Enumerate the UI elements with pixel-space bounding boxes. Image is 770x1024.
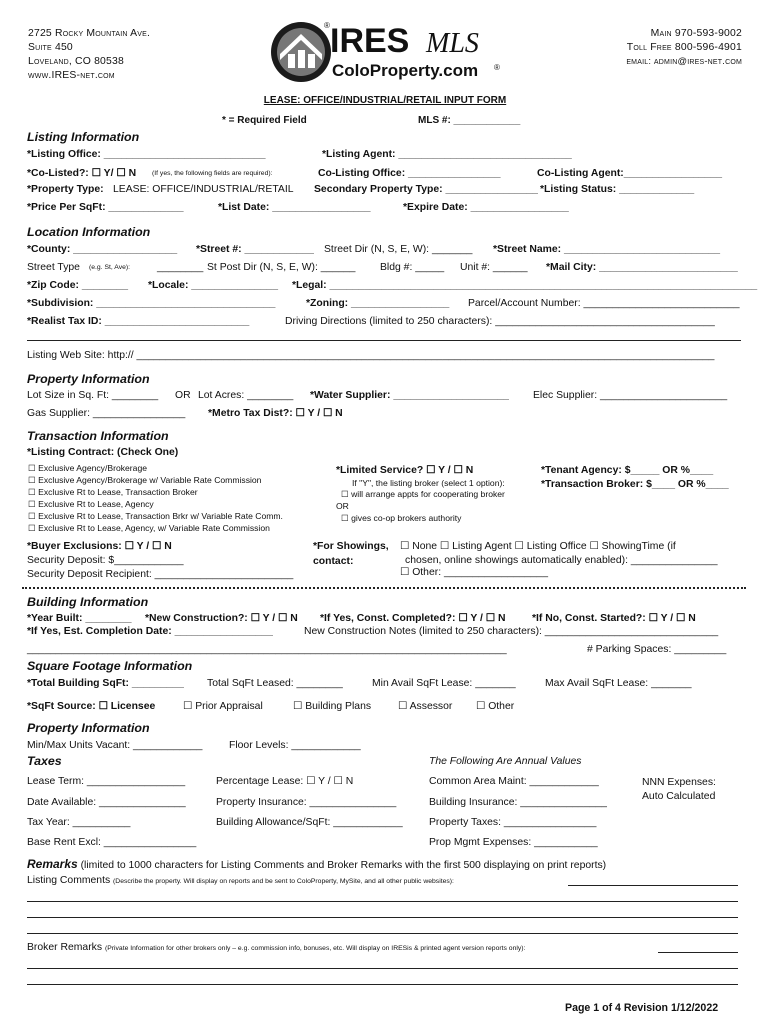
- contract-option-2[interactable]: ☐ Exclusive Agency/Brokerage w/ Variable Rate Commission: [28, 475, 262, 485]
- street-type-hint: (e.g. St, Ave):: [89, 264, 131, 271]
- showings-online-note[interactable]: chosen, online showings automatically enabled): _______________: [405, 555, 718, 566]
- section-title-remarks: Remarks: [27, 857, 78, 871]
- contract-option-6[interactable]: ☐ Exclusive Rt to Lease, Agency, w/ Variable Rate Commission: [28, 523, 270, 533]
- listing-comments-note: (Describe the property. Will display on reports and be sent to ColoProperty, MySite, and all other public websites):: [113, 878, 454, 885]
- st-post-dir-field[interactable]: St Post Dir (N, S, E, W): ______: [207, 262, 356, 273]
- est-completion-date-field[interactable]: *If Yes, Est. Completion Date: _________________: [27, 626, 273, 637]
- nnn-auto-calculated: Auto Calculated: [642, 791, 716, 802]
- legal-field[interactable]: *Legal: __________________________________________________________________________: [292, 280, 758, 291]
- realist-tax-id-field[interactable]: *Realist Tax ID: _________________________: [27, 316, 250, 327]
- limited-service-note: If "Y", the listing broker (select 1 option):: [352, 478, 505, 488]
- limited-service-authority-option[interactable]: ☐ gives co-op brokers authority: [341, 513, 462, 523]
- percentage-lease-checkbox[interactable]: Percentage Lease: ☐ Y / ☐ N: [216, 776, 354, 787]
- address-city: Loveland, CO 80538: [28, 56, 124, 67]
- remarks-header: [27, 858, 606, 872]
- deposit-recipient-field[interactable]: Security Deposit Recipient: ________________________: [27, 569, 294, 580]
- section-title-property-2: Property Information: [27, 721, 150, 735]
- lease-term-field[interactable]: Lease Term: _________________: [27, 776, 186, 787]
- driving-directions-field[interactable]: Driving Directions (limited to 250 characters): ______________________________________: [285, 316, 715, 327]
- subdivision-field[interactable]: *Subdivision: _______________________________: [27, 298, 276, 309]
- common-area-maint-field[interactable]: Common Area Maint: ____________: [429, 776, 599, 787]
- annual-values-note: The Following Are Annual Values: [429, 756, 582, 767]
- total-sqft-leased-field[interactable]: Total SqFt Leased: ________: [207, 678, 343, 689]
- broker-remarks-line-2[interactable]: [27, 984, 738, 985]
- street-number-field[interactable]: *Street #: ____________: [196, 244, 314, 255]
- listing-status-field[interactable]: *Listing Status: _____________: [540, 184, 695, 195]
- metro-tax-dist-checkbox[interactable]: *Metro Tax Dist?: ☐ Y / ☐ N: [208, 408, 343, 419]
- website: www.IRES-net.com: [28, 70, 115, 81]
- email: email: admin@ires-net.com: [626, 55, 742, 66]
- zoning-field[interactable]: *Zoning: _________________: [306, 298, 450, 309]
- svg-text:®: ®: [324, 21, 330, 30]
- listing-agent-field[interactable]: *Listing Agent: ______________________________: [322, 149, 572, 160]
- construction-notes-line[interactable]: ___________________________________________________________________________________: [27, 644, 507, 655]
- max-avail-sqft-field[interactable]: Max Avail SqFt Lease: _______: [545, 678, 692, 689]
- remarks-limit-note: (limited to 1000 characters for Listing Comments and Broker Remarks with the first 500 displaying on print reports): [80, 860, 607, 871]
- tax-year-field[interactable]: Tax Year: __________: [27, 817, 131, 828]
- parking-spaces-field[interactable]: # Parking Spaces: _________: [587, 644, 727, 655]
- contract-option-4[interactable]: ☐ Exclusive Rt to Lease, Agency: [28, 499, 154, 509]
- listing-comments-line-3[interactable]: [27, 933, 738, 934]
- lot-or-label: OR: [175, 390, 191, 401]
- contract-option-1[interactable]: ☐ Exclusive Agency/Brokerage: [28, 463, 148, 473]
- unit-number-field[interactable]: Unit #: ______: [460, 262, 528, 273]
- address-suite: Suite 450: [28, 42, 73, 53]
- required-note: * = Required Field: [222, 115, 307, 126]
- buyer-exclusions-checkbox[interactable]: *Buyer Exclusions: ☐ Y / ☐ N: [27, 541, 172, 552]
- section-divider: [22, 587, 746, 589]
- street-type-field[interactable]: ________: [157, 262, 204, 273]
- showings-label: *For Showings,: [313, 541, 389, 552]
- base-rent-excl-field[interactable]: Base Rent Excl: ________________: [27, 837, 197, 848]
- broker-remarks-note: (Private Information for other brokers only – e.g. commission info, bonuses, etc. Will display on IRESis & printed agent version reports only):: [104, 945, 526, 952]
- street-name-field[interactable]: *Street Name: ___________________________: [493, 244, 721, 255]
- secondary-property-type-field[interactable]: Secondary Property Type: ________________: [314, 184, 538, 195]
- showings-options[interactable]: ☐ None ☐ Listing Agent ☐ Listing Office ☐ ShowingTime (if: [400, 541, 676, 552]
- showings-contact-label: contact:: [313, 556, 354, 567]
- svg-text:®: ®: [494, 63, 500, 72]
- locale-field[interactable]: *Locale: _______________: [148, 280, 278, 291]
- property-type-value: LEASE: OFFICE/INDUSTRIAL/RETAIL: [113, 184, 294, 195]
- units-vacant-field[interactable]: Min/Max Units Vacant: ____________: [27, 740, 203, 751]
- phone-toll-free: Toll Free 800-596-4901: [626, 42, 742, 53]
- section-title-location: Location Information: [27, 225, 151, 239]
- price-per-sqft-field[interactable]: *Price Per SqFt: _____________: [27, 202, 184, 213]
- min-avail-sqft-field[interactable]: Min Avail SqFt Lease: _______: [372, 678, 516, 689]
- listing-comments-row: [27, 875, 454, 887]
- building-insurance-field[interactable]: Building Insurance: _______________: [429, 797, 607, 808]
- broker-remarks-row: [27, 942, 525, 954]
- sqft-source-other[interactable]: ☐ Other: [476, 701, 515, 712]
- limited-service-checkbox[interactable]: *Limited Service? ☐ Y / ☐ N: [336, 465, 474, 476]
- bldg-number-field[interactable]: Bldg #: _____: [380, 262, 445, 273]
- const-started-checkbox[interactable]: *If No, Const. Started?: ☐ Y / ☐ N: [532, 613, 696, 624]
- date-available-field[interactable]: Date Available: _______________: [27, 797, 186, 808]
- section-title-transaction: Transaction Information: [27, 429, 169, 443]
- year-built-field[interactable]: *Year Built: ________: [27, 613, 132, 624]
- limited-service-or: OR: [336, 501, 349, 511]
- driving-directions-line[interactable]: [27, 340, 741, 341]
- street-type-label: Street Type: [27, 262, 80, 273]
- page-footer: Page 1 of 4 Revision 1/12/2022: [565, 1002, 719, 1014]
- form-title: LEASE: OFFICE/INDUSTRIAL/RETAIL INPUT FORM: [263, 95, 507, 106]
- address-street: 2725 Rocky Mountain Ave.: [28, 28, 151, 39]
- logo-domain-text: ColoProperty.com: [332, 61, 479, 80]
- zip-code-field[interactable]: *Zip Code: ________: [27, 280, 129, 291]
- gas-supplier-field[interactable]: Gas Supplier: ________________: [27, 408, 186, 419]
- county-field[interactable]: *County: __________________: [27, 244, 178, 255]
- elec-supplier-field[interactable]: Elec Supplier: ______________________: [533, 390, 728, 401]
- section-title-building: Building Information: [27, 595, 149, 609]
- contract-option-3[interactable]: ☐ Exclusive Rt to Lease, Transaction Broker: [28, 487, 198, 497]
- section-title-square-footage: Square Footage Information: [27, 659, 193, 673]
- section-title-property: Property Information: [27, 372, 150, 386]
- listing-comments-label: Listing Comments: [27, 875, 111, 886]
- sqft-source-building-plans[interactable]: ☐ Building Plans: [293, 701, 372, 712]
- property-type-label: *Property Type:: [27, 184, 104, 195]
- listing-contract-label: *Listing Contract: (Check One): [27, 447, 179, 458]
- co-listed-note: (If yes, the following fields are required):: [152, 170, 273, 177]
- property-taxes-field[interactable]: Property Taxes: ________________: [429, 817, 597, 828]
- floor-levels-field[interactable]: Floor Levels: ____________: [229, 740, 361, 751]
- lot-acres-field[interactable]: Lot Acres: ________: [198, 390, 294, 401]
- water-supplier-field[interactable]: *Water Supplier: ____________________: [310, 390, 509, 401]
- expire-date-field[interactable]: *Expire Date: _________________: [403, 202, 569, 213]
- co-listing-office-field[interactable]: Co-Listing Office: ________________: [318, 168, 501, 179]
- contract-option-5[interactable]: ☐ Exclusive Rt to Lease, Transaction Brkr w/ Variable Rate Comm.: [28, 511, 283, 521]
- sqft-source-prior-appraisal[interactable]: ☐ Prior Appraisal: [183, 701, 263, 712]
- nnn-expenses-label: NNN Expenses:: [642, 777, 716, 788]
- listing-comments-line-0[interactable]: [568, 885, 738, 886]
- new-construction-checkbox[interactable]: *New Construction?: ☐ Y / ☐ N: [145, 613, 298, 624]
- tenant-agency-field[interactable]: *Tenant Agency: $_____ OR %____: [541, 465, 714, 476]
- security-deposit-field[interactable]: Security Deposit: $____________: [27, 555, 184, 566]
- listing-comments-line-2[interactable]: [27, 917, 738, 918]
- sqft-source-licensee[interactable]: *SqFt Source: ☐ Licensee: [27, 701, 156, 712]
- prop-mgmt-expenses-field[interactable]: Prop Mgmt Expenses: ___________: [429, 837, 598, 848]
- house-circle-icon: [268, 16, 512, 88]
- street-dir-field[interactable]: Street Dir (N, S, E, W): _______: [324, 244, 473, 255]
- total-building-sqft-field[interactable]: *Total Building SqFt: _________: [27, 678, 184, 689]
- section-title-listing: Listing Information: [27, 130, 140, 144]
- mls-number-field[interactable]: MLS #: ____________: [418, 115, 521, 126]
- co-listing-agent-field[interactable]: Co-Listing Agent:_________________: [537, 168, 723, 179]
- broker-remarks-line-0[interactable]: [658, 952, 738, 953]
- co-listed-checkbox[interactable]: *Co-Listed?: ☐ Y/ ☐ N: [27, 168, 137, 179]
- property-insurance-field[interactable]: Property Insurance: _______________: [216, 797, 397, 808]
- listing-comments-line-1[interactable]: [27, 901, 738, 902]
- lot-size-field[interactable]: Lot Size in Sq. Ft: ________: [27, 390, 159, 401]
- ires-logo: [268, 16, 512, 88]
- building-allowance-field[interactable]: Building Allowance/SqFt: ____________: [216, 817, 403, 828]
- sqft-source-assessor[interactable]: ☐ Assessor: [398, 701, 453, 712]
- mail-city-field[interactable]: *Mail City: ________________________: [546, 262, 738, 273]
- const-completed-checkbox[interactable]: *If Yes, Const. Completed?: ☐ Y / ☐ N: [320, 613, 506, 624]
- limited-service-appts-option[interactable]: ☐ will arrange appts for cooperating broker: [341, 489, 505, 499]
- listing-website-field[interactable]: Listing Web Site: http:// ____________________________________________________________________________________________________: [27, 350, 715, 361]
- logo-ires-text: IRES: [330, 22, 410, 60]
- listing-office-field[interactable]: *Listing Office: ____________________________: [27, 149, 266, 160]
- showings-other-field[interactable]: ☐ Other: __________________: [400, 567, 548, 578]
- logo-mls-text: MLS: [426, 28, 479, 59]
- broker-remarks-label: Broker Remarks: [27, 942, 103, 953]
- list-date-field[interactable]: *List Date: _________________: [218, 202, 371, 213]
- broker-remarks-line-1[interactable]: [27, 968, 738, 969]
- parcel-number-field[interactable]: Parcel/Account Number: ___________________________: [468, 298, 740, 309]
- phone-main: Main 970-593-9002: [650, 28, 742, 39]
- transaction-broker-field[interactable]: *Transaction Broker: $____ OR %____: [541, 479, 729, 490]
- construction-notes-field[interactable]: New Construction Notes (limited to 250 characters): ______________________________: [304, 626, 719, 637]
- section-title-taxes: Taxes: [27, 754, 62, 768]
